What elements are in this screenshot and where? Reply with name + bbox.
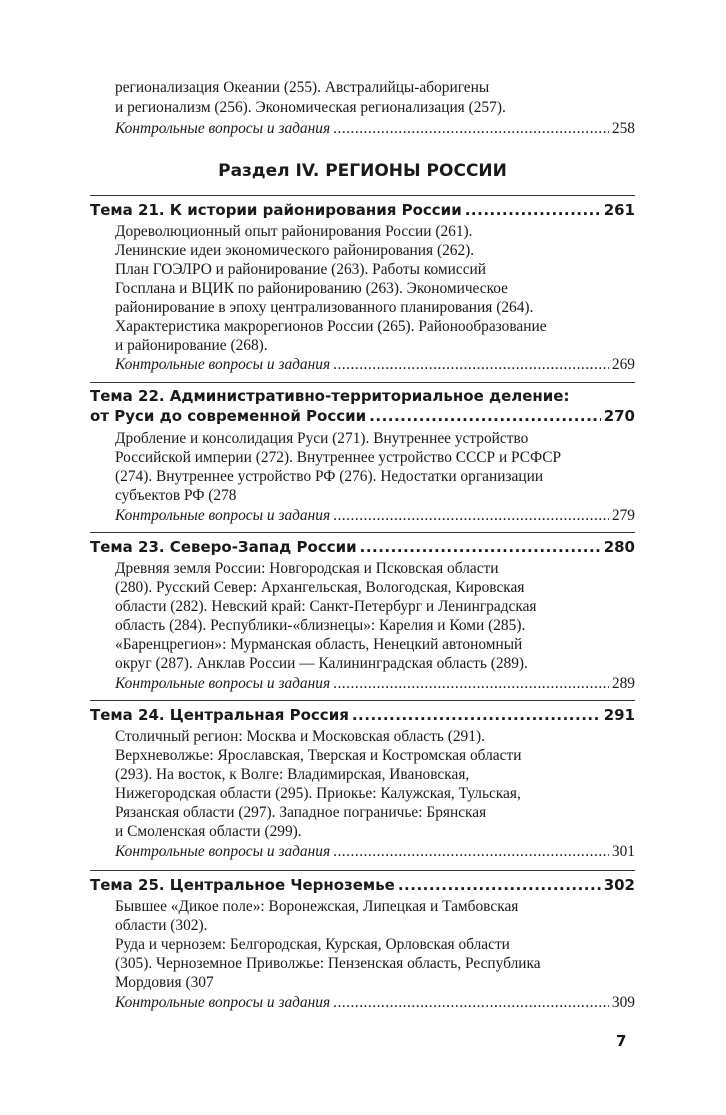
questions-page: 301 xyxy=(611,843,635,860)
toc-line: Руда и чернозем: Белгородская, Курская, Орловская области xyxy=(115,936,510,953)
toc-line: Мордовия (307 xyxy=(115,974,214,991)
toc-line: Дробление и консолидация Руси (271). Внутреннее устройство xyxy=(115,430,529,447)
toc-line: Столичный регион: Москва и Московская область (291). xyxy=(115,728,485,745)
questions-entry[interactable] xyxy=(115,842,635,861)
topic-24-entry[interactable] xyxy=(90,705,635,725)
section-title: Раздел IV. РЕГИОНЫ РОССИИ xyxy=(218,161,507,181)
toc-line: (293). На восток, к Волге: Владимирская, Ивановская, xyxy=(115,766,470,783)
toc-line: Дореволюционный опыт районирования России (261). xyxy=(115,223,473,240)
toc-line: Верхневолжье: Ярославская, Тверская и Костромская области xyxy=(115,747,522,764)
toc-line: районирование в эпоху централизованного планирования (264). xyxy=(115,299,534,316)
topic-21-entry[interactable] xyxy=(90,200,635,220)
topic-page: 270 xyxy=(603,407,635,425)
dot-leader xyxy=(398,875,601,895)
dot-leader xyxy=(333,993,609,1012)
divider xyxy=(90,870,635,871)
toc-line: округ (287). Анклав России — Калининградская область (289). xyxy=(115,655,528,672)
questions-label: Контрольные вопросы и задания xyxy=(115,507,331,524)
questions-page: 289 xyxy=(611,675,635,692)
topic-23-entry[interactable] xyxy=(90,537,635,557)
toc-line: (280). Русский Север: Архангельская, Вологодская, Кировская xyxy=(115,579,525,596)
questions-label: Контрольные вопросы и задания xyxy=(115,843,331,860)
toc-line: План ГОЭЛРО и районирование (263). Работы комиссий xyxy=(115,261,486,278)
toc-line: регионализация Океании (255). Австралийцы-аборигены xyxy=(115,79,490,96)
topic-page: 291 xyxy=(603,706,635,724)
topic-title: Тема 25. Центральное Черноземье xyxy=(90,876,395,894)
toc-line: и районирование (268). xyxy=(115,337,268,354)
topic-title-line1[interactable]: Тема 22. Административно-территориальное деление: xyxy=(90,387,570,405)
divider xyxy=(90,532,635,533)
dot-leader xyxy=(333,119,609,138)
questions-page: 269 xyxy=(611,356,635,373)
toc-line: Ленинские идеи экономического районирования (262). xyxy=(115,242,475,259)
toc-line: и регионализм (256). Экономическая регионализация (257). xyxy=(115,99,506,116)
divider xyxy=(90,382,635,383)
toc-line: (274). Внутреннее устройство РФ (276). Недостатки организации xyxy=(115,468,544,485)
topic-title: от Руси до современной России xyxy=(90,407,367,425)
toc-line: области (282). Невский край: Санкт-Петербург и Ленинградская xyxy=(115,598,537,615)
dot-leader xyxy=(333,355,609,374)
questions-entry[interactable] xyxy=(115,993,635,1012)
toc-line: Древняя земля России: Новгородская и Псковская области xyxy=(115,560,499,577)
toc-line: и Смоленская области (299). xyxy=(115,823,302,840)
questions-label: Контрольные вопросы и задания xyxy=(115,994,331,1011)
dot-leader xyxy=(352,705,601,725)
questions-label: Контрольные вопросы и задания xyxy=(115,356,331,373)
dot-leader xyxy=(333,842,609,861)
toc-line: Бывшее «Дикое поле»: Воронежская, Липецкая и Тамбовская xyxy=(115,898,519,915)
toc-line: Характеристика макрорегионов России (265). Районообразование xyxy=(115,318,547,335)
questions-page: 309 xyxy=(611,994,635,1011)
toc-line: субъектов РФ (278 xyxy=(115,487,237,504)
questions-page: 279 xyxy=(611,507,635,524)
topic-page: 280 xyxy=(603,538,635,556)
toc-line: область (284). Республики-«близнецы»: Карелия и Коми (285). xyxy=(115,617,526,634)
dot-leader xyxy=(333,674,609,693)
toc-line: Рязанская области (297). Западное пограничье: Брянская xyxy=(115,804,487,821)
questions-entry[interactable] xyxy=(115,506,635,525)
toc-line: Госплана и ВЦИК по районированию (263). Экономическое xyxy=(115,280,509,297)
questions-label: Контрольные вопросы и задания xyxy=(115,675,331,692)
divider xyxy=(90,700,635,701)
questions-label: Контрольные вопросы и задания xyxy=(115,120,331,137)
dot-leader xyxy=(333,506,609,525)
dot-leader xyxy=(369,406,601,426)
topic-25-entry[interactable] xyxy=(90,875,635,895)
page-number: 7 xyxy=(616,1032,627,1050)
topic-page: 261 xyxy=(603,201,635,219)
toc-line: (305). Черноземное Приволжье: Пензенская область, Республика xyxy=(115,955,541,972)
questions-entry[interactable] xyxy=(115,355,635,374)
divider xyxy=(90,195,635,196)
dot-leader xyxy=(360,537,601,557)
questions-page: 258 xyxy=(611,120,635,137)
topic-title: Тема 21. К истории районирования России xyxy=(90,201,462,219)
topic-22-entry[interactable] xyxy=(90,406,635,426)
questions-entry[interactable] xyxy=(115,674,635,693)
topic-title: Тема 24. Центральная Россия xyxy=(90,706,349,724)
topic-title: Тема 23. Северо-Запад России xyxy=(90,538,357,556)
toc-line: Российской империи (272). Внутреннее устройство СССР и РСФСР xyxy=(115,449,562,466)
toc-line: «Баренцрегион»: Мурманская область, Ненецкий автономный xyxy=(115,636,523,653)
toc-line: Нижегородская области (295). Приокье: Калужская, Тульская, xyxy=(115,785,521,802)
questions-entry[interactable] xyxy=(115,119,635,138)
toc-line: области (302). xyxy=(115,917,208,934)
dot-leader xyxy=(465,200,601,220)
topic-page: 302 xyxy=(603,876,635,894)
